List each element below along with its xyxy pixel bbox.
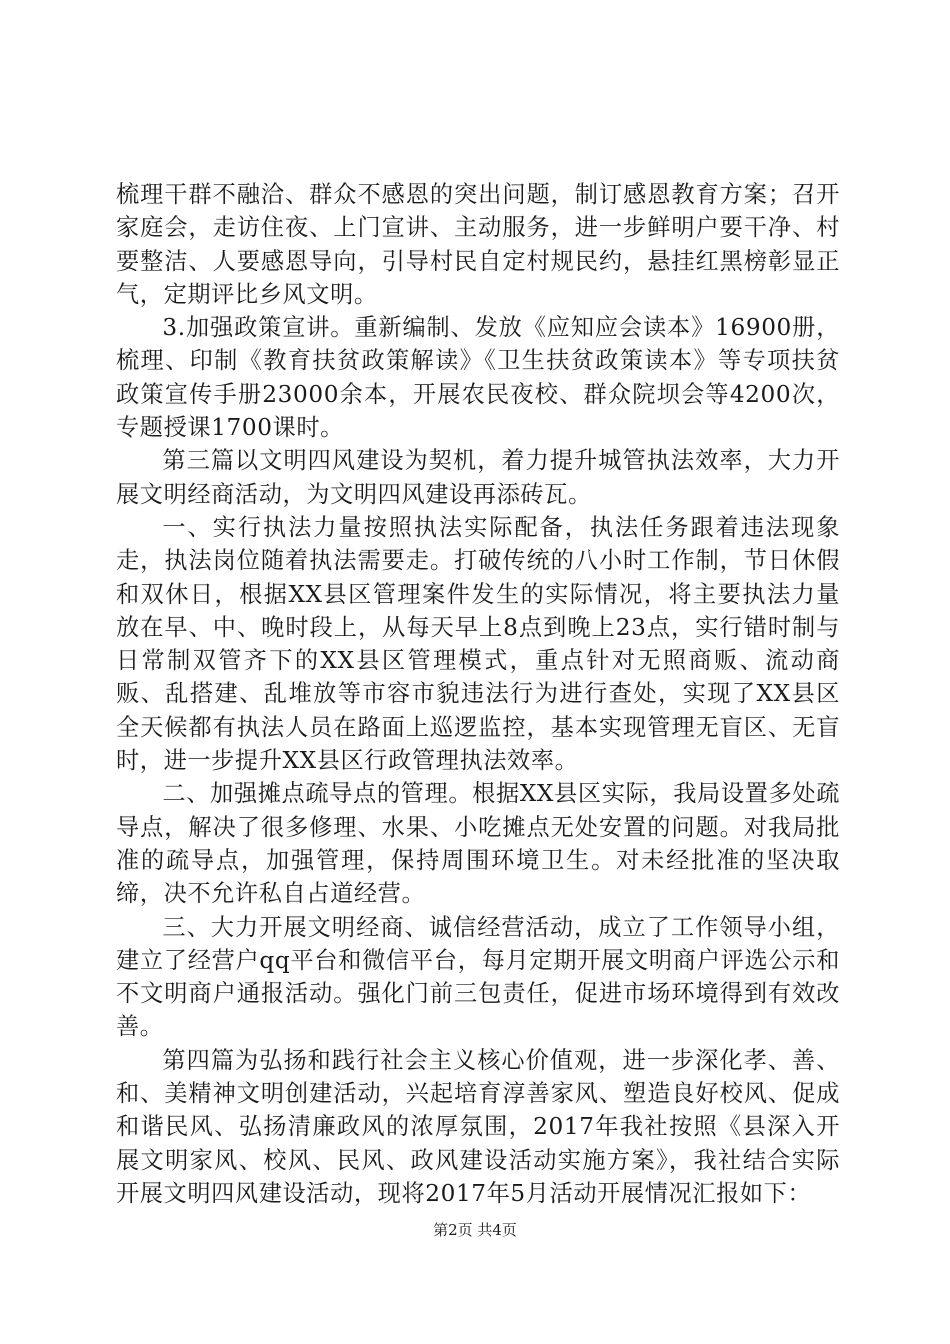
paragraph-civilized-business: 三、大力开展文明经商、诚信经营活动，成立了工作领导小组，建立了经营户qq平台和微信平台，每月定期开展文明商户评选公示和不文明商户通报活动。强化门前三包责任，促进市场环境得到有效改善。 bbox=[116, 913, 840, 1041]
paragraph-fourth-article-intro: 第四篇为弘扬和践行社会主义核心价值观，进一步深化孝、善、和、美精神文明创建活动，兴起培育淳善家风、塑造良好校风、促成和谐民风、弘扬清廉政风的浓厚氛围，2017年我社按照《县深入开展文明家风、校风、民风、政风建设活动实施方案》，我社结合实际开展文明四风建设活动，现将2017年5月活动开展情况汇报如下： bbox=[116, 1046, 840, 1207]
paragraph-policy-publicity: 3.加强政策宣讲。重新编制、发放《应知应会读本》16900册，梳理、印制《教育扶贫政策解读》《卫生扶贫政策读本》等专项扶贫政策宣传手册23000余本，开展农民夜校、群众院坝会等4200次，专题授课1700课时。 bbox=[116, 314, 840, 442]
page-footer: 第2页 共4页 bbox=[433, 1221, 517, 1239]
paragraph-third-article-intro: 第三篇以文明四风建设为契机，着力提升城管执法效率，大力开展文明经商活动，为文明四风建设再添砖瓦。 bbox=[116, 447, 840, 508]
document-body bbox=[116, 178, 840, 1210]
paragraph-stall-management: 二、加强摊点疏导点的管理。根据XX县区实际，我局设置多处疏导点，解决了很多修理、水果、小吃摊点无处安置的问题。对我局批准的疏导点，加强管理，保持周围环境卫生。对未经批准的坚决取缔，决不允许私自占道经营。 bbox=[116, 780, 840, 908]
paragraph-law-enforcement: 一、实行执法力量按照执法实际配备，执法任务跟着违法现象走，执法岗位随着执法需要走。打破传统的八小时工作制，节日休假和双休日，根据XX县区管理案件发生的实际情况，将主要执法力量放在早、中、晚时段上，从每天早上8点到晚上23点，实行错时制与日常制双管齐下的XX县区管理模式，重点针对无照商贩、流动商贩、乱搭建、乱堆放等市容市貌违法行为进行查处，实现了XX县区全天候都有执法人员在路面上巡逻监控，基本实现管理无盲区、无盲时，进一步提升XX县区行政管理执法效率。 bbox=[116, 513, 840, 775]
paragraph-continuation: 梳理干群不融洽、群众不感恩的突出问题，制订感恩教育方案；召开家庭会，走访住夜、上门宣讲、主动服务，进一步鲜明户要干净、村要整洁、人要感恩导向，引导村民自定村规民约，悬挂红黑榜彰显正气，定期评比乡风文明。 bbox=[116, 181, 840, 308]
